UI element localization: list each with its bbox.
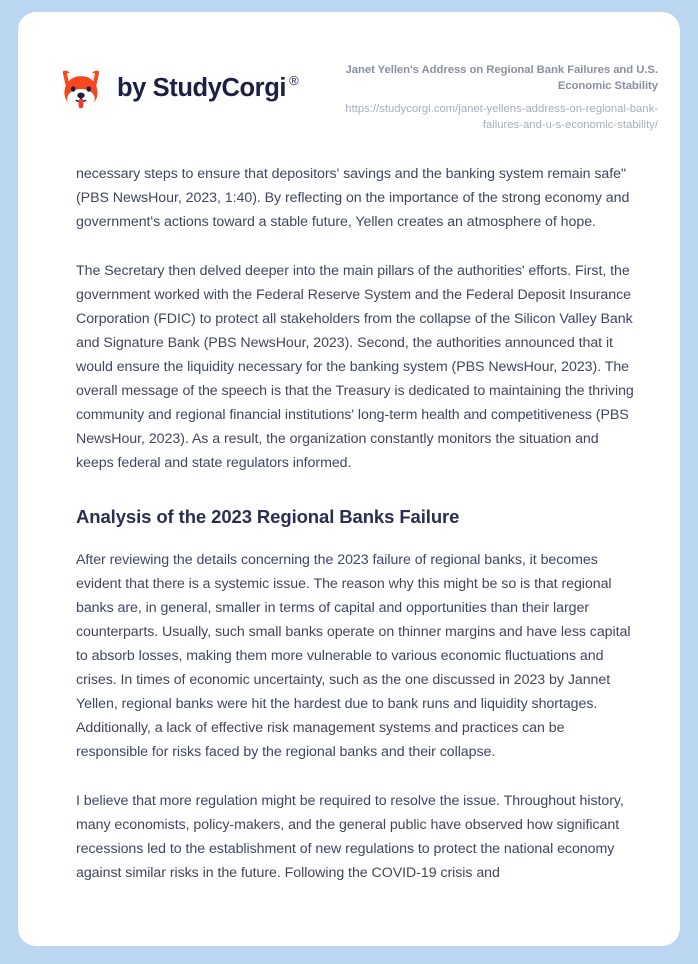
section-heading: Analysis of the 2023 Regional Banks Failure bbox=[76, 505, 460, 527]
corgi-dog-icon bbox=[58, 66, 104, 112]
article-body bbox=[18, 134, 680, 885]
document-title: Janet Yellen's Address on Regional Bank Failures and U.S. Economic Stability bbox=[345, 64, 658, 93]
paragraph: I believe that more regulation might be required to resolve the issue. Throughout history, many economists, policy-makers, and the general public have observed how significant recessions led to the establishment of new regulations to protect the national economy against similar risks in the future. Following the COVID-19 crisis and bbox=[76, 792, 624, 881]
document-url[interactable]: https://studycorgi.com/janet-yellens-address-on-regional-bank-failures-and-u-s-economic-stability/ bbox=[345, 103, 658, 132]
registered-trademark-mark: ® bbox=[289, 73, 299, 89]
brand-wordmark bbox=[117, 73, 299, 103]
document-header bbox=[18, 12, 680, 134]
paragraph: After reviewing the details concerning the 2023 failure of regional banks, it becomes evident that there is a systemic issue. The reason why this might be so is that regional banks are, in general, smaller in terms of capital and opportunities than their larger counterparts. Usually, such small banks operate on thinner margins and have less capital to absorb losses, making them more vulnerable to various economic fluctuations and crises. In times of economic uncertainty, such as the one discussed in 2023 by Jannet Yellen, regional banks were hit the hardest due to bank runs and liquidity shortages. Additionally, a lack of effective risk management systems and practices can be responsible for risks faced by the regional banks and their collapse. bbox=[76, 551, 631, 760]
document-page-card bbox=[18, 12, 680, 946]
brand-wordmark-text: by StudyCorgi bbox=[117, 74, 287, 103]
paragraph: necessary steps to ensure that depositors' savings and the banking system remain safe" (PBS NewsHour, 2023, 1:40). By reflecting on the importance of the strong economy and government's actions toward a stable future, Yellen creates an atmosphere of hope. bbox=[76, 165, 630, 230]
document-meta bbox=[306, 60, 658, 134]
paragraph: The Secretary then delved deeper into the main pillars of the authorities' efforts. First, the government worked with the Federal Reserve System and the Federal Deposit Insurance Corporation (FDIC) to protect all stakeholders from the collapse of the Silicon Valley Bank and Signature Bank (PBS NewsHour, 2023). Second, the authorities announced that it would ensure the liquidity necessary for the banking system (PBS NewsHour, 2023). The overall message of the speech is that the Treasury is dedicated to maintaining the thriving community and regional financial institutions' long-term health and competitiveness (PBS NewsHour, 2023). As a result, the organization constantly monitors the situation and keeps federal and state regulators informed. bbox=[76, 262, 634, 471]
brand-logo-block bbox=[58, 60, 298, 112]
